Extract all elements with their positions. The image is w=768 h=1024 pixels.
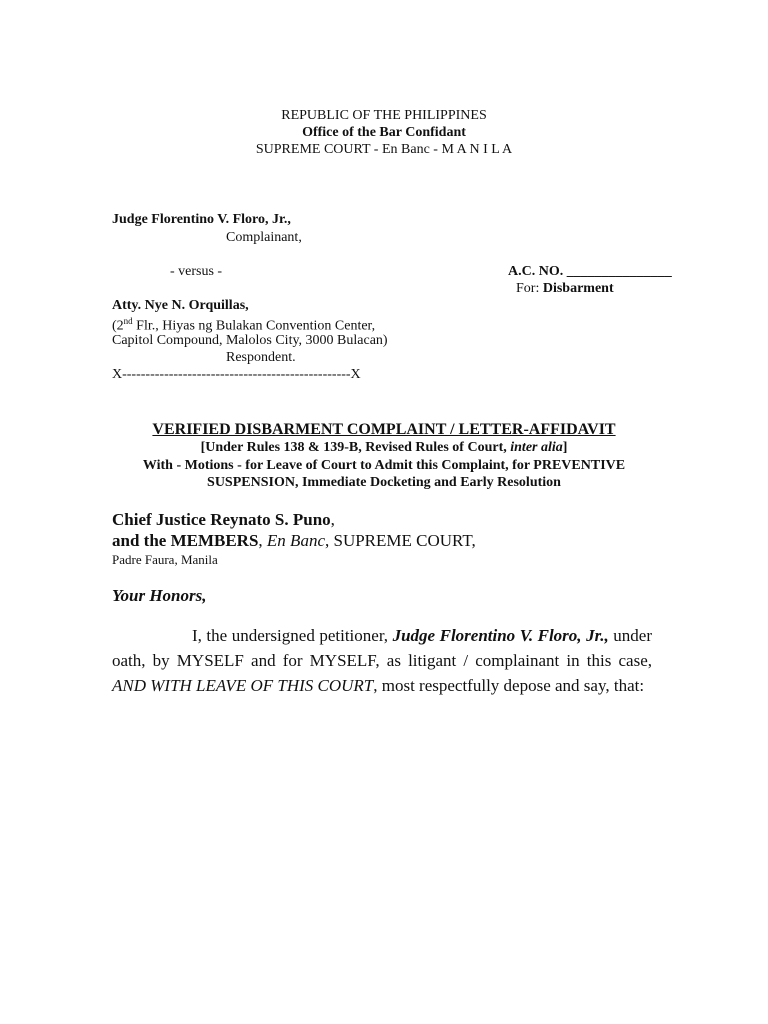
title-rules-a: [Under Rules 138 & 139-B, Revised Rules of Court, [200,440,511,455]
body-paragraph [112,626,652,696]
addressee-comma: , [330,510,335,529]
body-petitioner-name: Judge Florentino V. Floro, Jr., [392,626,609,645]
addressee-members: MEMBERS [170,531,259,550]
title-motions-line1: With - Motions - for Leave of Court to Admit this Complaint, for PREVENTIVE [142,458,626,473]
respondent-addr-rest: Flr., Hiyas ng Bulakan Convention Center, [132,318,376,334]
document-title: VERIFIED DISBARMENT COMPLAINT / LETTER-AFFIDAVIT [152,421,616,438]
addressee-name: Chief Justice Reynato S. Puno [112,510,331,529]
body-line2: oath, by MYSELF and for MYSELF, as litigant / complainant in this case, [112,651,652,670]
body-line1 [112,626,652,646]
respondent-address-line1 [112,316,375,335]
complainant-name: Judge Florentino V. Floro, Jr., [112,212,291,227]
body-leave-of-court: AND WITH LEAVE OF THIS COURT [112,676,374,695]
salutation: Your Honors, [112,586,207,605]
body-line1-a: I, the undersigned petitioner, [192,626,393,645]
complainant-role: Complainant, [226,230,302,245]
title-rules-line [0,440,768,456]
addressee-supreme-court: , SUPREME COURT, [325,531,476,550]
ac-no-label: A.C. NO. [508,264,564,279]
addressee-en-banc: En Banc [266,531,325,550]
respondent-addr-open: (2 [112,318,124,334]
addressee-chief-justice [112,510,335,530]
respondent-addr-sup: nd [123,316,133,326]
respondent-address-line2: Capitol Compound, Malolos City, 3000 Bulacan) [112,333,388,348]
title-motions-line2: SUSPENSION, Immediate Docketing and Early Resolution [207,475,561,490]
for-label: For: [516,281,540,296]
title-rules-inter-alia: inter alia [510,440,563,455]
respondent-role: Respondent. [226,350,296,365]
body-line1-c: under [608,626,652,645]
versus-label: - versus - [170,264,223,279]
addressee-members-line [112,531,476,551]
for-value: Disbarment [542,281,614,296]
respondent-name: Atty. Nye N. Orquillas, [112,298,249,313]
ac-no [508,264,672,280]
addressee-comma2: , [258,531,267,550]
header-office: Office of the Bar Confidant [302,125,466,140]
body-line3 [112,676,652,696]
title-rules-c: ] [562,440,568,455]
body-line3-b: , most respectfully depose and say, that: [373,676,645,695]
ac-no-blank: _______________ [566,264,672,279]
caption-separator: X-------------------------------------------------X [112,367,361,382]
addressee-and-the: and the [112,531,171,550]
for-line [516,281,614,297]
addressee-location: Padre Faura, Manila [112,552,218,567]
header-court: SUPREME COURT - En Banc - M A N I L A [255,142,513,157]
header-republic: REPUBLIC OF THE PHILIPPINES [281,108,487,123]
